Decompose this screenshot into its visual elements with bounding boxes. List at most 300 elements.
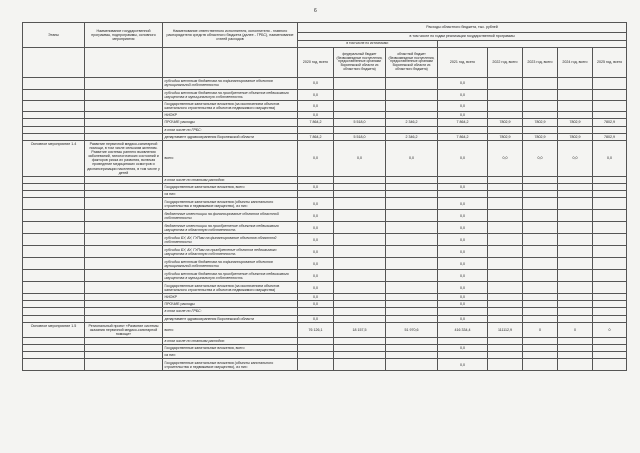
row-value bbox=[523, 301, 558, 308]
row-value: 0,0 bbox=[438, 222, 488, 234]
row-value: 0,0 bbox=[298, 246, 334, 258]
row-value bbox=[488, 89, 523, 100]
row-program bbox=[85, 270, 163, 282]
row-expense-label: в том числе по ГРБС: bbox=[163, 126, 298, 133]
row-value: 0,0 bbox=[298, 234, 334, 246]
row-program bbox=[85, 210, 163, 222]
row-expense-label: в том числе по статьям расходов: bbox=[163, 338, 298, 345]
row-value bbox=[334, 126, 386, 133]
row-program bbox=[85, 176, 163, 183]
header-program: Наименование государственной программы, подпрограммы, основного мероприятия bbox=[85, 23, 163, 48]
row-value bbox=[523, 338, 558, 345]
row-value bbox=[558, 126, 593, 133]
row-program bbox=[85, 101, 163, 112]
row-value: 0,0 bbox=[438, 345, 488, 352]
row-program bbox=[85, 258, 163, 270]
header-responsible: Наименование ответственного исполнителя, исполнителя - главного распорядителя средств областного бюджета (далее - ГРБС), наименование статей расходов bbox=[163, 23, 298, 48]
row-value bbox=[488, 352, 523, 359]
row-value bbox=[488, 77, 523, 89]
row-value bbox=[558, 77, 593, 89]
row-value: 7802,9 bbox=[558, 133, 593, 140]
row-value bbox=[593, 345, 627, 352]
row-value bbox=[523, 191, 558, 198]
table-row bbox=[23, 89, 627, 100]
row-expense-label: бюджетные инвестиции на приобретение объектов недвижимого имущества в областную собственность bbox=[163, 222, 298, 234]
row-value bbox=[488, 198, 523, 210]
row-value bbox=[334, 345, 386, 352]
table-row bbox=[23, 198, 627, 210]
row-value bbox=[334, 352, 386, 359]
row-value bbox=[334, 210, 386, 222]
row-value: 0,0 bbox=[298, 270, 334, 282]
row-stage bbox=[23, 183, 85, 190]
row-value bbox=[523, 270, 558, 282]
table-row bbox=[23, 133, 627, 140]
row-program bbox=[85, 359, 163, 371]
row-expense-label: субсидии местным бюджетам на приобретение объектов недвижимого имущества в муниципальную собственность bbox=[163, 89, 298, 100]
row-value bbox=[593, 112, 627, 119]
row-value bbox=[386, 89, 438, 100]
row-value bbox=[558, 176, 593, 183]
row-value bbox=[593, 308, 627, 315]
row-value bbox=[386, 198, 438, 210]
row-value: 111112,9 bbox=[488, 322, 523, 337]
row-value bbox=[558, 191, 593, 198]
row-value: 7 864,2 bbox=[298, 119, 334, 126]
table-row bbox=[23, 126, 627, 133]
row-value bbox=[386, 352, 438, 359]
row-expense-label: Государственные капитальные вложения (объекты капитального строительства и недвижимое имущество), из них: bbox=[163, 198, 298, 210]
row-value bbox=[298, 359, 334, 371]
row-value bbox=[386, 77, 438, 89]
row-value bbox=[334, 198, 386, 210]
row-value: 7 864,2 bbox=[438, 119, 488, 126]
row-stage bbox=[23, 112, 85, 119]
row-value bbox=[386, 222, 438, 234]
row-expense-label: в том числе по статьям расходов: bbox=[163, 176, 298, 183]
row-value bbox=[334, 315, 386, 322]
row-value bbox=[488, 301, 523, 308]
row-value bbox=[593, 222, 627, 234]
row-program bbox=[85, 308, 163, 315]
row-stage bbox=[23, 359, 85, 371]
row-stage bbox=[23, 234, 85, 246]
row-value bbox=[593, 126, 627, 133]
row-program bbox=[85, 352, 163, 359]
row-value bbox=[593, 338, 627, 345]
row-value bbox=[593, 258, 627, 270]
row-value: 0,0 bbox=[298, 198, 334, 210]
row-value bbox=[488, 338, 523, 345]
row-value bbox=[523, 308, 558, 315]
row-program bbox=[85, 234, 163, 246]
row-value bbox=[386, 101, 438, 112]
row-value bbox=[334, 89, 386, 100]
row-value bbox=[523, 89, 558, 100]
row-value: 0,0 bbox=[438, 234, 488, 246]
row-value bbox=[558, 89, 593, 100]
row-value bbox=[523, 176, 558, 183]
row-expense-label: из них: bbox=[163, 352, 298, 359]
row-value bbox=[334, 246, 386, 258]
header-empty-3 bbox=[163, 47, 298, 77]
row-expense-label: ПРОЧИЕ расходы bbox=[163, 119, 298, 126]
row-stage bbox=[23, 119, 85, 126]
row-value bbox=[558, 301, 593, 308]
row-value bbox=[386, 270, 438, 282]
table-row bbox=[23, 119, 627, 126]
row-expense-label: субсидии БУ, АУ, ГУПам на финансирование объектов областной собственности bbox=[163, 234, 298, 246]
row-value: 0 bbox=[523, 322, 558, 337]
table-row bbox=[23, 112, 627, 119]
row-expense-label: департамент здравоохранения Воронежской области bbox=[163, 133, 298, 140]
row-value bbox=[558, 270, 593, 282]
row-expense-label: ПРОЧИЕ расходы bbox=[163, 301, 298, 308]
row-stage bbox=[23, 77, 85, 89]
row-value bbox=[488, 282, 523, 294]
row-expense-label: всего bbox=[163, 140, 298, 176]
row-value bbox=[386, 308, 438, 315]
row-value: 7802,9 bbox=[523, 133, 558, 140]
header-regional: областной бюджет (безвозмездные поступления, предоставленные органами Воронежской области из областного бюджета) bbox=[386, 47, 438, 77]
row-value bbox=[523, 315, 558, 322]
row-value bbox=[593, 101, 627, 112]
row-value: 0,0 bbox=[438, 89, 488, 100]
header-2023: 2023 год, всего bbox=[523, 47, 558, 77]
row-stage bbox=[23, 176, 85, 183]
row-value: 7802,9 bbox=[488, 133, 523, 140]
row-value bbox=[386, 126, 438, 133]
row-value: 0,0 bbox=[593, 140, 627, 176]
row-value bbox=[334, 294, 386, 301]
page-number: 6 bbox=[314, 8, 317, 14]
row-value bbox=[593, 294, 627, 301]
row-value bbox=[523, 258, 558, 270]
row-value bbox=[558, 282, 593, 294]
row-value: 0,0 bbox=[438, 301, 488, 308]
row-value: 76 126,1 bbox=[298, 322, 334, 337]
row-value bbox=[593, 89, 627, 100]
row-value: 0,0 bbox=[298, 222, 334, 234]
row-stage bbox=[23, 270, 85, 282]
row-program bbox=[85, 133, 163, 140]
row-value: 0,0 bbox=[298, 294, 334, 301]
row-value bbox=[334, 112, 386, 119]
row-value: 0,0 bbox=[298, 315, 334, 322]
header-empty-1 bbox=[23, 47, 85, 77]
row-expense-label: в том числе по ГРБС: bbox=[163, 308, 298, 315]
row-value bbox=[523, 352, 558, 359]
table-row bbox=[23, 176, 627, 183]
table-row bbox=[23, 77, 627, 89]
table-row bbox=[23, 222, 627, 234]
row-value: 0,0 bbox=[438, 282, 488, 294]
row-value: 2 346,2 bbox=[386, 119, 438, 126]
row-value bbox=[593, 315, 627, 322]
row-stage: Основное мероприятие 1.4 bbox=[23, 140, 85, 176]
row-value: 0,0 bbox=[438, 210, 488, 222]
row-expense-label: всего bbox=[163, 322, 298, 337]
table-row bbox=[23, 322, 627, 337]
row-value: 0,0 bbox=[438, 101, 488, 112]
row-value bbox=[386, 191, 438, 198]
row-value bbox=[523, 246, 558, 258]
row-value bbox=[334, 270, 386, 282]
header-by-source: в том числе по источникам: bbox=[298, 41, 438, 48]
row-value bbox=[438, 352, 488, 359]
row-value bbox=[488, 246, 523, 258]
row-program bbox=[85, 183, 163, 190]
row-value: 0,0 bbox=[298, 210, 334, 222]
row-value bbox=[298, 126, 334, 133]
budget-table bbox=[22, 22, 627, 371]
row-expense-label: Государственные капитальные вложения, всего bbox=[163, 345, 298, 352]
row-value bbox=[558, 345, 593, 352]
row-value bbox=[593, 210, 627, 222]
row-program bbox=[85, 112, 163, 119]
table-row bbox=[23, 234, 627, 246]
row-value bbox=[298, 191, 334, 198]
table-body bbox=[23, 77, 627, 371]
row-value: 7802,9 bbox=[593, 119, 627, 126]
row-value bbox=[558, 183, 593, 190]
row-program bbox=[85, 294, 163, 301]
table-row bbox=[23, 183, 627, 190]
row-value bbox=[523, 198, 558, 210]
row-value bbox=[593, 191, 627, 198]
row-value bbox=[386, 210, 438, 222]
row-value: 0,0 bbox=[438, 77, 488, 89]
row-value bbox=[386, 294, 438, 301]
header-2020: 2020 год, всего bbox=[298, 47, 334, 77]
row-value bbox=[438, 191, 488, 198]
row-value bbox=[488, 191, 523, 198]
row-stage bbox=[23, 198, 85, 210]
row-value: 0,0 bbox=[438, 270, 488, 282]
row-value bbox=[334, 258, 386, 270]
row-program bbox=[85, 89, 163, 100]
table-row bbox=[23, 258, 627, 270]
row-stage bbox=[23, 338, 85, 345]
row-value bbox=[558, 198, 593, 210]
row-value bbox=[593, 282, 627, 294]
row-stage bbox=[23, 315, 85, 322]
row-value bbox=[558, 234, 593, 246]
row-program bbox=[85, 301, 163, 308]
row-value bbox=[593, 352, 627, 359]
header-stage: Этапы bbox=[23, 23, 85, 48]
row-program bbox=[85, 191, 163, 198]
row-expense-label: НИОКР bbox=[163, 112, 298, 119]
row-stage bbox=[23, 282, 85, 294]
row-value bbox=[523, 101, 558, 112]
row-program: Региональный проект «Развитие системы оказания первичной медико-санитарной помощи» bbox=[85, 322, 163, 337]
row-stage bbox=[23, 301, 85, 308]
row-value bbox=[488, 345, 523, 352]
row-value bbox=[334, 222, 386, 234]
row-value bbox=[334, 234, 386, 246]
row-stage bbox=[23, 133, 85, 140]
row-value: 0,0 bbox=[298, 101, 334, 112]
table-row bbox=[23, 352, 627, 359]
table-row bbox=[23, 338, 627, 345]
row-value bbox=[593, 176, 627, 183]
row-value: 5 518,0 bbox=[334, 133, 386, 140]
row-stage bbox=[23, 222, 85, 234]
row-expense-label: из них: bbox=[163, 191, 298, 198]
header-2025: 2025 год, всего bbox=[593, 47, 627, 77]
row-value: 7802,9 bbox=[488, 119, 523, 126]
header-expenses: Расходы областного бюджета, тыс. рублей bbox=[298, 23, 627, 33]
row-value bbox=[523, 210, 558, 222]
row-expense-label: Государственные капитальные вложения, всего bbox=[163, 183, 298, 190]
row-value bbox=[488, 112, 523, 119]
row-value bbox=[488, 294, 523, 301]
row-value bbox=[386, 301, 438, 308]
row-value bbox=[386, 112, 438, 119]
table-row bbox=[23, 101, 627, 112]
row-value bbox=[593, 270, 627, 282]
row-value: 2 346,2 bbox=[386, 133, 438, 140]
row-value bbox=[438, 338, 488, 345]
header-within-program: в том числе по годам реализации государственной программы bbox=[298, 33, 627, 41]
row-value: 5 518,0 bbox=[334, 119, 386, 126]
row-value: 0,0 bbox=[438, 294, 488, 301]
row-value: 51 970,6 bbox=[386, 322, 438, 337]
row-stage bbox=[23, 345, 85, 352]
row-value bbox=[334, 301, 386, 308]
table-row bbox=[23, 270, 627, 282]
row-value: 416 334,4 bbox=[438, 322, 488, 337]
row-value bbox=[558, 352, 593, 359]
row-value bbox=[438, 126, 488, 133]
row-value bbox=[298, 345, 334, 352]
row-value: 0,0 bbox=[298, 301, 334, 308]
table-header bbox=[23, 23, 627, 78]
row-program bbox=[85, 119, 163, 126]
row-value bbox=[523, 294, 558, 301]
row-value: 0,0 bbox=[334, 140, 386, 176]
row-value: 0,0 bbox=[558, 140, 593, 176]
row-value bbox=[488, 222, 523, 234]
row-value bbox=[558, 210, 593, 222]
row-stage bbox=[23, 258, 85, 270]
row-value bbox=[593, 183, 627, 190]
row-value: 0,0 bbox=[298, 183, 334, 190]
row-value bbox=[558, 338, 593, 345]
row-value bbox=[593, 77, 627, 89]
row-value bbox=[558, 315, 593, 322]
row-value bbox=[558, 258, 593, 270]
row-value bbox=[523, 282, 558, 294]
row-program bbox=[85, 282, 163, 294]
table-row bbox=[23, 308, 627, 315]
row-value bbox=[523, 222, 558, 234]
row-expense-label: бюджетные инвестиции на финансирование объектов областной собственности bbox=[163, 210, 298, 222]
table-row bbox=[23, 294, 627, 301]
row-value bbox=[386, 338, 438, 345]
row-value: 7 864,2 bbox=[438, 133, 488, 140]
row-value bbox=[334, 338, 386, 345]
row-program bbox=[85, 126, 163, 133]
row-stage bbox=[23, 352, 85, 359]
row-value: 0 bbox=[593, 322, 627, 337]
row-value bbox=[334, 101, 386, 112]
row-value: 7 864,2 bbox=[298, 133, 334, 140]
row-value bbox=[334, 77, 386, 89]
row-value bbox=[488, 308, 523, 315]
row-stage bbox=[23, 191, 85, 198]
row-value bbox=[523, 112, 558, 119]
row-value bbox=[334, 191, 386, 198]
row-expense-label: департамент здравоохранения Воронежской области bbox=[163, 315, 298, 322]
row-value: 0,0 bbox=[298, 258, 334, 270]
table-row bbox=[23, 301, 627, 308]
header-blank bbox=[438, 41, 627, 48]
row-program bbox=[85, 246, 163, 258]
row-value bbox=[386, 345, 438, 352]
table-row bbox=[23, 345, 627, 352]
row-value bbox=[334, 282, 386, 294]
row-value bbox=[386, 258, 438, 270]
row-stage bbox=[23, 89, 85, 100]
row-value: 7802,9 bbox=[593, 133, 627, 140]
row-value bbox=[298, 338, 334, 345]
row-program bbox=[85, 222, 163, 234]
row-value bbox=[298, 352, 334, 359]
row-value: 0,0 bbox=[523, 140, 558, 176]
row-value bbox=[558, 359, 593, 371]
row-value bbox=[558, 101, 593, 112]
row-value bbox=[334, 183, 386, 190]
row-stage bbox=[23, 246, 85, 258]
row-expense-label: Государственные капитальные вложения (за исключением объектов капитального строительства и объектов недвижимого имущества) bbox=[163, 282, 298, 294]
row-value: 0,0 bbox=[438, 112, 488, 119]
row-value bbox=[523, 359, 558, 371]
row-value: 0,0 bbox=[298, 77, 334, 89]
row-value bbox=[438, 308, 488, 315]
row-value: 0,0 bbox=[298, 140, 334, 176]
row-value: 0,0 bbox=[488, 140, 523, 176]
row-expense-label: Государственные капитальные вложения (за исключением объектов капитального строительства и объектов недвижимого имущества) bbox=[163, 101, 298, 112]
row-value: 0,0 bbox=[298, 89, 334, 100]
row-value bbox=[558, 112, 593, 119]
row-value bbox=[386, 183, 438, 190]
row-value bbox=[558, 222, 593, 234]
row-value: 0 bbox=[558, 322, 593, 337]
row-value bbox=[558, 308, 593, 315]
row-value: 0,0 bbox=[386, 140, 438, 176]
row-value: 18 157,5 bbox=[334, 322, 386, 337]
row-value: 0,0 bbox=[438, 140, 488, 176]
row-program bbox=[85, 77, 163, 89]
row-expense-label: Государственные капитальные вложения (объекты капитального строительства и недвижимое имущество), из них: bbox=[163, 359, 298, 371]
row-value bbox=[523, 234, 558, 246]
row-value bbox=[488, 183, 523, 190]
row-stage: Основное мероприятие 1.5 bbox=[23, 322, 85, 337]
table-row bbox=[23, 359, 627, 371]
row-program bbox=[85, 338, 163, 345]
row-stage bbox=[23, 126, 85, 133]
row-value: 0,0 bbox=[438, 183, 488, 190]
row-value bbox=[488, 258, 523, 270]
row-value bbox=[488, 101, 523, 112]
row-value bbox=[558, 294, 593, 301]
row-expense-label: субсидии местным бюджетам на приобретение объектов недвижимого имущества в муниципальную собственность bbox=[163, 270, 298, 282]
row-value: 0,0 bbox=[438, 198, 488, 210]
header-empty-2 bbox=[85, 47, 163, 77]
row-stage bbox=[23, 294, 85, 301]
